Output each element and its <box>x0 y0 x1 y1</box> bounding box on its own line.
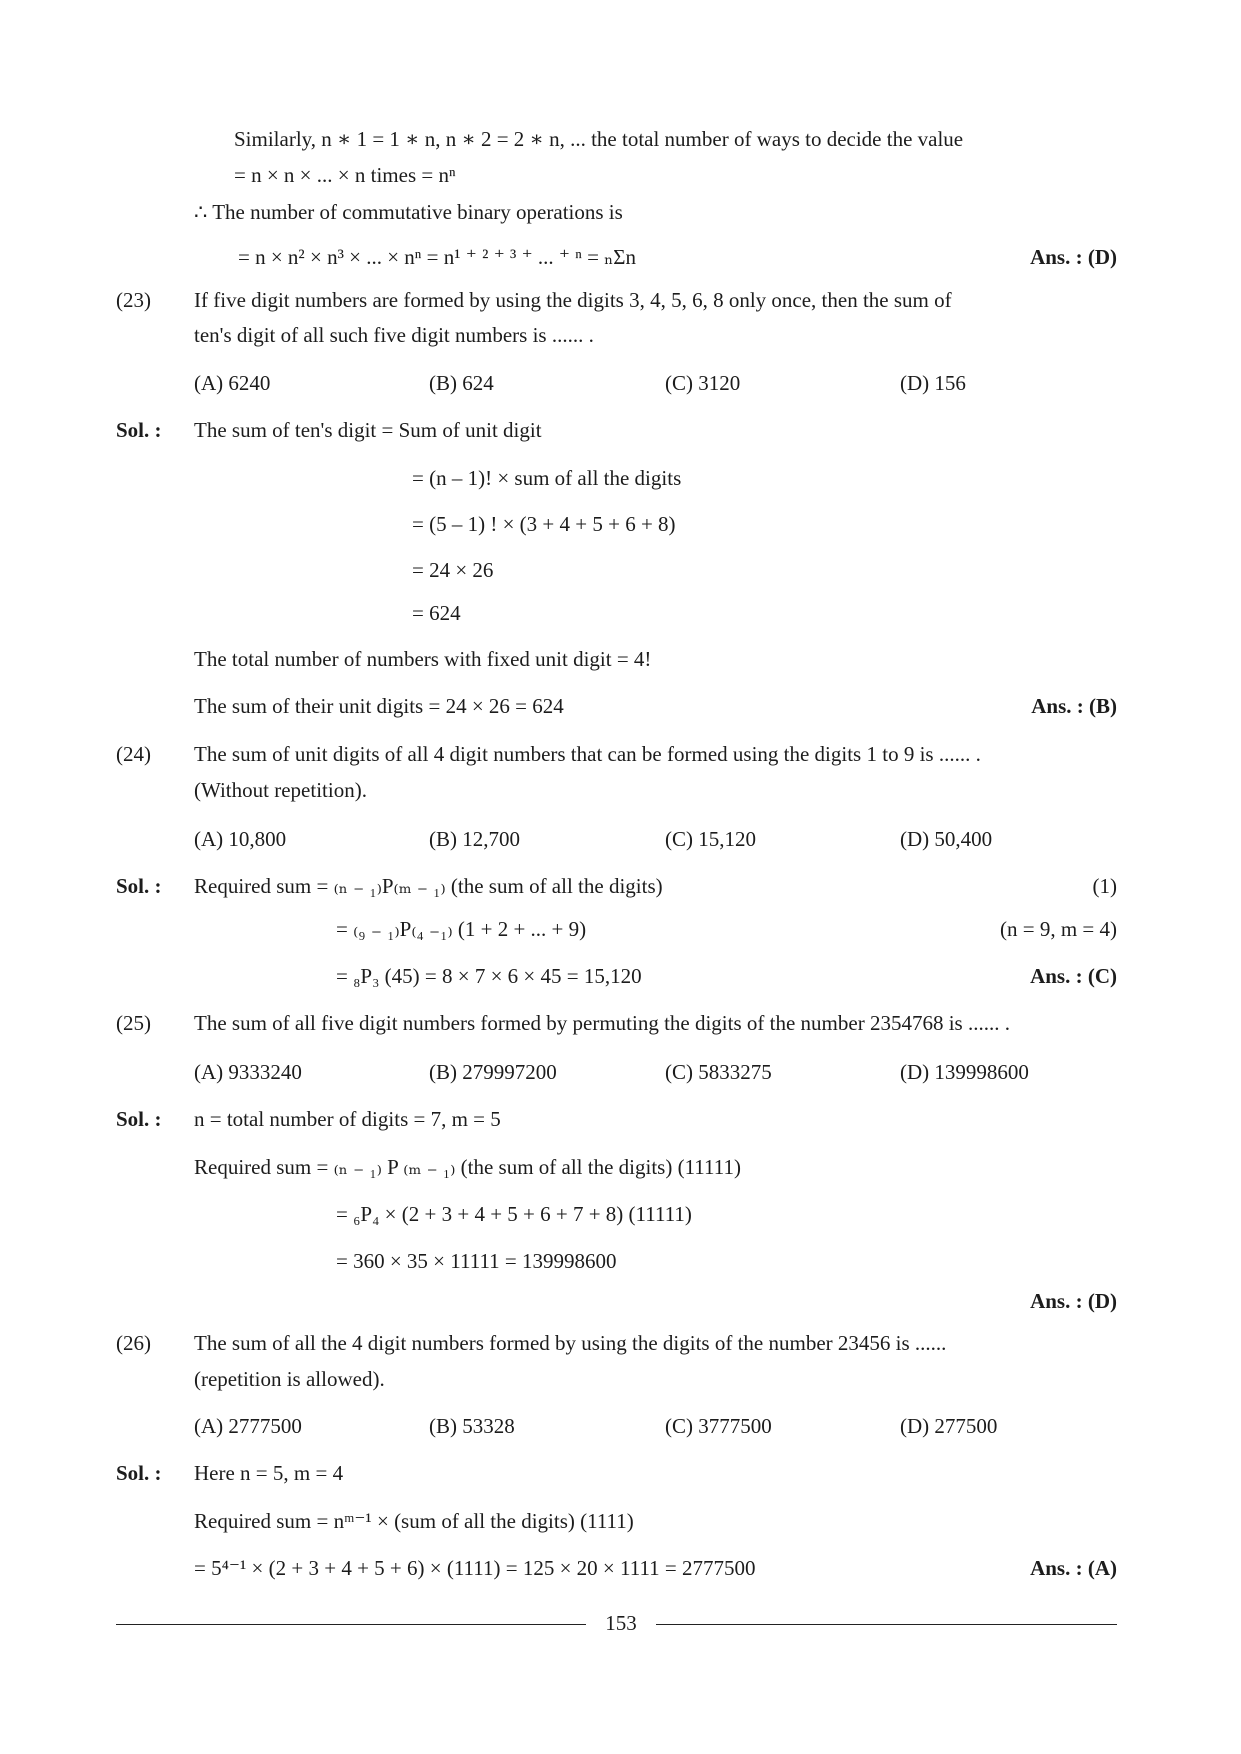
option-d: (D) 156 <box>900 371 966 395</box>
option-d: (D) 277500 <box>900 1414 998 1438</box>
solution-line: = (5 – 1) ! × (3 + 4 + 5 + 6 + 8) <box>412 512 676 536</box>
option-d: (D) 50,400 <box>900 827 993 851</box>
solution-label: Sol. : <box>116 1107 162 1131</box>
question-number: (25) <box>116 1011 151 1035</box>
option-c: (C) 3777500 <box>665 1414 772 1438</box>
solution-label: Sol. : <box>116 418 162 442</box>
solution-line: = (n – 1)! × sum of all the digits <box>412 466 682 490</box>
question-text: If five digit numbers are formed by using the digits 3, 4, 5, 6, 8 only once, then the sum of <box>194 288 952 312</box>
option-a: (A) 10,800 <box>194 827 287 851</box>
answer-label: Ans. : (D) <box>1030 245 1117 269</box>
intro-line-4: = n × n² × n³ × ... × nⁿ = n¹ ⁺ ² ⁺ ³ ⁺ ... ⁺ ⁿ = ₙΣn <box>238 245 637 269</box>
option-a: (A) 9333240 <box>194 1060 302 1084</box>
solution-line: Required sum = nᵐ⁻¹ × (sum of all the digits) (1111) <box>194 1509 634 1533</box>
solution-line: The total number of numbers with fixed unit digit = 4! <box>194 647 652 671</box>
intro-line-3: ∴ The number of commutative binary operations is <box>194 200 623 224</box>
question-text: The sum of all the 4 digit numbers formed by using the digits of the number 23456 is ...... <box>194 1331 947 1355</box>
question-text: The sum of all five digit numbers formed by permuting the digits of the number 2354768 is ...... . <box>194 1011 1010 1035</box>
solution-line: Required sum = ₍ₙ ₋ ₁₎ P ₍ₘ ₋ ₁₎ (the sum of all the digits) (11111) <box>194 1155 741 1179</box>
footer-rule-right <box>656 1624 1117 1625</box>
question-number: (24) <box>116 742 151 766</box>
solution-line: = 5⁴⁻¹ × (2 + 3 + 4 + 5 + 6) × (1111) = 125 × 20 × 1111 = 2777500 <box>194 1556 756 1580</box>
solution-label: Sol. : <box>116 874 162 898</box>
footer-rule-left <box>116 1624 586 1625</box>
option-c: (C) 3120 <box>665 371 741 395</box>
question-number: (23) <box>116 288 151 312</box>
question-text: (Without repetition). <box>194 778 367 802</box>
solution-label: Sol. : <box>116 1461 162 1485</box>
question-number: (26) <box>116 1331 151 1355</box>
option-b: (B) 53328 <box>429 1414 515 1438</box>
solution-line: = ₈P₃ (45) = 8 × 7 × 6 × 45 = 15,120 <box>336 964 642 988</box>
option-a: (A) 2777500 <box>194 1414 302 1438</box>
question-text: ten's digit of all such five digit numbers is ...... . <box>194 323 594 347</box>
option-b: (B) 279997200 <box>429 1060 557 1084</box>
option-d: (D) 139998600 <box>900 1060 1029 1084</box>
solution-line: The sum of ten's digit = Sum of unit digit <box>194 418 542 442</box>
solution-line: = ₆P₄ × (2 + 3 + 4 + 5 + 6 + 7 + 8) (11111) <box>336 1202 692 1226</box>
option-b: (B) 12,700 <box>429 827 520 851</box>
solution-line: = 624 <box>412 601 461 625</box>
option-c: (C) 15,120 <box>665 827 756 851</box>
solution-line: = 360 × 35 × 11111 = 139998600 <box>336 1249 617 1273</box>
solution-line: n = total number of digits = 7, m = 5 <box>194 1107 501 1131</box>
page-number: 153 <box>605 1611 637 1635</box>
equation-ref: (n = 9, m = 4) <box>999 917 1117 941</box>
answer-label: Ans. : (A) <box>1030 1556 1117 1580</box>
solution-line: = ₍₉ ₋ ₁₎P₍₄ ₋₁₎ (1 + 2 + ... + 9) <box>336 917 587 941</box>
question-text: The sum of unit digits of all 4 digit numbers that can be formed using the digits 1 to 9 is ...... . <box>194 742 981 766</box>
intro-line-2: = n × n × ... × n times = nⁿ <box>234 163 456 187</box>
question-text: (repetition is allowed). <box>194 1367 385 1391</box>
intro-line-1: Similarly, n ∗ 1 = 1 ∗ n, n ∗ 2 = 2 ∗ n, ... the total number of ways to decide the value <box>234 127 964 151</box>
answer-label: Ans. : (B) <box>1031 694 1117 718</box>
answer-label: Ans. : (D) <box>1030 1289 1117 1313</box>
option-b: (B) 624 <box>429 371 494 395</box>
solution-line: = 24 × 26 <box>412 558 494 582</box>
answer-label: Ans. : (C) <box>1030 964 1117 988</box>
solution-line: Required sum = ₍ₙ ₋ ₁₎P₍ₘ ₋ ₁₎ (the sum of all the digits) <box>194 874 663 898</box>
equation-ref: (1) <box>1092 874 1117 898</box>
solution-line: Here n = 5, m = 4 <box>194 1461 344 1485</box>
option-c: (C) 5833275 <box>665 1060 772 1084</box>
option-a: (A) 6240 <box>194 371 271 395</box>
solution-line: The sum of their unit digits = 24 × 26 = 624 <box>194 694 564 718</box>
